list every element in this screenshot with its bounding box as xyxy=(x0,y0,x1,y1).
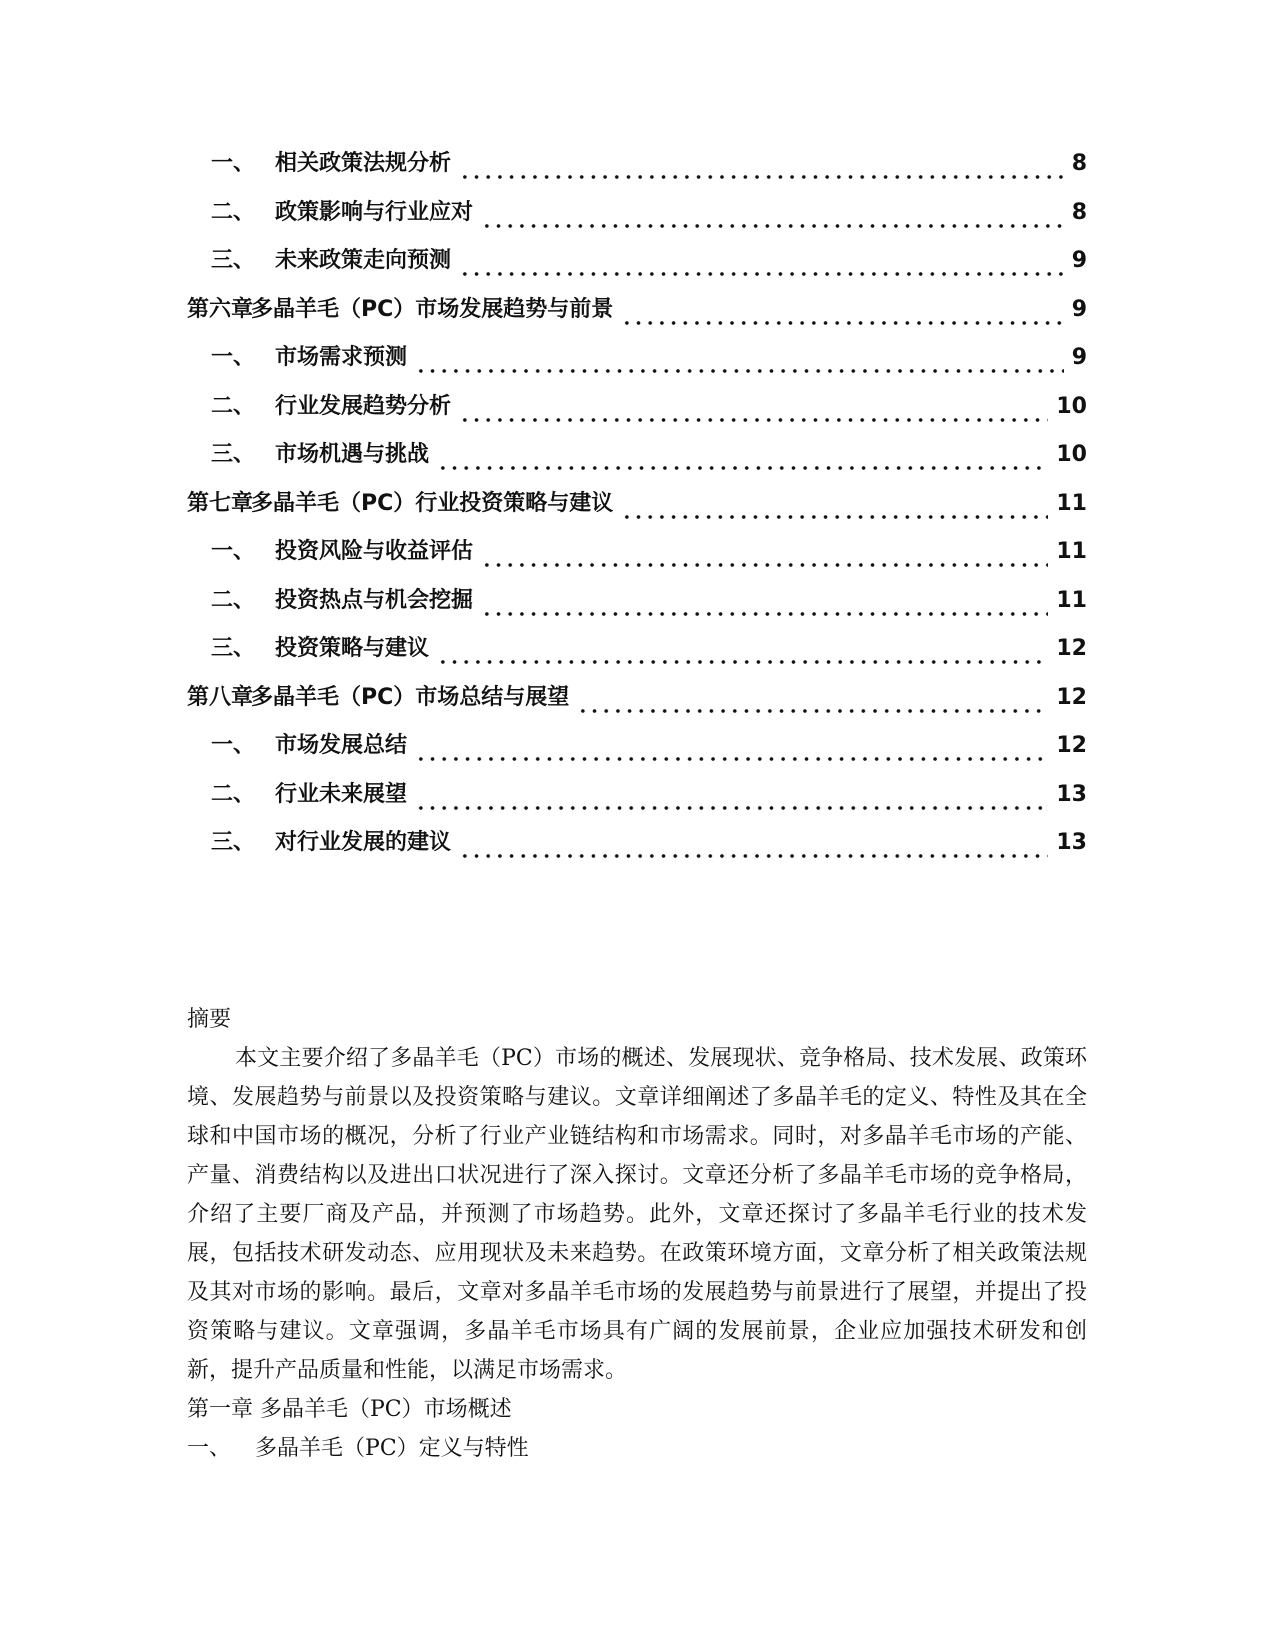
toc-entry-number: 第七章 xyxy=(187,490,254,516)
toc-entry-number: 二、 xyxy=(211,781,256,807)
toc-entry-page: 12 xyxy=(1056,636,1087,661)
toc-entry-title: 多晶羊毛（PC）行业投资策略与建议 xyxy=(251,490,614,516)
toc-dot-leader xyxy=(577,708,1048,714)
toc-dot-leader xyxy=(415,756,1048,762)
toc-entry-title: 投资热点与机会挖掘 xyxy=(275,587,474,613)
toc-entry[interactable] xyxy=(187,195,1087,244)
toc-entry-page: 8 xyxy=(1071,199,1087,225)
section-number: 一、 xyxy=(187,1436,232,1461)
toc-chapter-entry[interactable] xyxy=(187,486,1087,535)
toc-entry-page: 11 xyxy=(1056,490,1087,516)
toc-entry-page: 12 xyxy=(1056,733,1087,758)
toc-dot-leader xyxy=(621,320,1063,326)
toc-entry-number: 三、 xyxy=(211,636,256,661)
toc-dot-leader xyxy=(459,271,1064,277)
toc-entry[interactable] xyxy=(187,340,1087,389)
toc-entry[interactable] xyxy=(187,146,1087,195)
abstract-text: 本文主要介绍了多晶羊毛（PC）市场的概述、发展现状、竞争格局、技术发展、政策环境、发展趋势与前景以及投资策略与建议。文章详细阐述了多晶羊毛的定义、特性及其在全球和中国市场的概况，分析了行业产业链结构和市场需求。同时，对多晶羊毛市场的产能、产量、消费结构以及进出口状况进行了深入探讨。文章还分析了多晶羊毛市场的竞争格局，介绍了主要厂商及产品，并预测了市场趋势。此外，文章还探讨了多晶羊毛行业的技术发展，包括技术研发动态、应用现状及未来趋势。在政策环境方面，文章分析了相关政策法规及其对市场的影响。最后，文章对多晶羊毛市场的发展趋势与前景进行了展望，并提出了投资策略与建议。文章强调，多晶羊毛市场具有广阔的发展前景，企业应加强技术研发和创新，提升产品质量和性能，以满足市场需求。 xyxy=(187,1046,1087,1383)
toc-entry-title: 对行业发展的建议 xyxy=(275,830,452,855)
toc-entry-number: 三、 xyxy=(211,248,256,273)
toc-entry-number: 二、 xyxy=(211,393,256,419)
toc-entry-title: 多晶羊毛（PC）市场总结与展望 xyxy=(251,684,570,710)
toc-entry-title: 投资风险与收益评估 xyxy=(275,539,474,564)
document-body xyxy=(187,1000,1087,1468)
toc-entry-title: 政策影响与行业应对 xyxy=(275,199,474,225)
toc-dot-leader xyxy=(481,562,1048,568)
toc-entry-number: 一、 xyxy=(211,151,256,176)
toc-entry-title: 多晶羊毛（PC）市场发展趋势与前景 xyxy=(251,296,614,322)
toc-entry-title: 相关政策法规分析 xyxy=(275,151,452,176)
table-of-contents xyxy=(187,146,1087,874)
toc-dot-leader xyxy=(437,465,1048,471)
toc-entry-number: 二、 xyxy=(211,587,256,613)
abstract-title: 摘要 xyxy=(187,1007,232,1032)
toc-entry-number: 三、 xyxy=(211,830,256,855)
toc-entry-title: 市场需求预测 xyxy=(275,345,408,370)
toc-entry-title: 行业发展趋势分析 xyxy=(275,393,452,419)
toc-entry-number: 第八章 xyxy=(187,684,254,710)
toc-entry-title: 投资策略与建议 xyxy=(275,636,430,661)
toc-entry-title: 市场机遇与挑战 xyxy=(275,442,430,467)
toc-entry[interactable] xyxy=(187,777,1087,826)
toc-entry-number: 二、 xyxy=(211,199,256,225)
toc-entry-page: 8 xyxy=(1071,151,1087,176)
toc-entry-page: 13 xyxy=(1056,781,1087,807)
toc-entry-page: 11 xyxy=(1056,539,1087,564)
toc-entry-title: 未来政策走向预测 xyxy=(275,248,452,273)
toc-chapter-entry[interactable] xyxy=(187,680,1087,729)
toc-entry[interactable] xyxy=(187,728,1087,777)
toc-dot-leader xyxy=(437,659,1048,665)
toc-entry-title: 市场发展总结 xyxy=(275,733,408,758)
toc-entry-page: 10 xyxy=(1056,442,1087,467)
toc-entry-page: 12 xyxy=(1056,684,1087,710)
toc-entry-number: 一、 xyxy=(211,345,256,370)
toc-dot-leader xyxy=(621,514,1048,520)
toc-entry[interactable] xyxy=(187,631,1087,680)
toc-dot-leader xyxy=(415,368,1064,374)
section-title: 多晶羊毛（PC）定义与特性 xyxy=(255,1436,529,1461)
toc-entry-page: 11 xyxy=(1056,587,1087,613)
toc-entry-number: 一、 xyxy=(211,539,256,564)
toc-dot-leader xyxy=(459,853,1048,859)
toc-entry[interactable] xyxy=(187,825,1087,874)
toc-dot-leader xyxy=(481,223,1064,229)
toc-entry-title: 行业未来展望 xyxy=(275,781,408,807)
toc-entry-page: 9 xyxy=(1071,345,1087,370)
section-heading xyxy=(187,1429,1087,1468)
toc-entry-number: 一、 xyxy=(211,733,256,758)
toc-entry[interactable] xyxy=(187,437,1087,486)
toc-entry[interactable] xyxy=(187,583,1087,632)
toc-entry-page: 9 xyxy=(1071,296,1087,322)
toc-entry-number: 三、 xyxy=(211,442,256,467)
toc-entry-page: 13 xyxy=(1056,830,1087,855)
toc-entry-page: 9 xyxy=(1071,248,1087,273)
toc-dot-leader xyxy=(459,174,1064,180)
toc-entry[interactable] xyxy=(187,243,1087,292)
toc-dot-leader xyxy=(459,417,1048,423)
toc-entry-number: 第六章 xyxy=(187,296,254,322)
toc-entry[interactable] xyxy=(187,389,1087,438)
toc-chapter-entry[interactable] xyxy=(187,292,1087,341)
chapter-heading: 第一章 多晶羊毛（PC）市场概述 xyxy=(187,1397,512,1422)
toc-entry[interactable] xyxy=(187,534,1087,583)
toc-dot-leader xyxy=(415,805,1048,811)
toc-entry-page: 10 xyxy=(1056,393,1087,419)
toc-dot-leader xyxy=(481,611,1048,617)
